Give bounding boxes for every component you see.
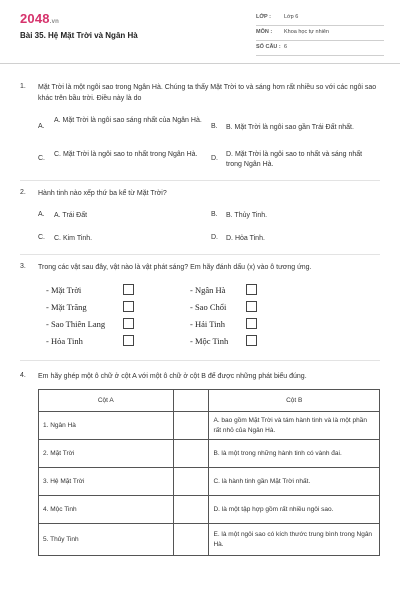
q1-option-a-letter: A. — [38, 123, 45, 130]
checkbox-ngan-ha[interactable] — [246, 284, 257, 295]
meta-row-class — [256, 11, 384, 26]
item-label: - Hỏa Tinh — [46, 336, 83, 346]
divider — [20, 360, 380, 361]
q1-option-b-letter: B. — [211, 123, 218, 130]
q1-option-a[interactable]: A. Mặt Trời là ngôi sao sáng nhất của Ngân Hà. — [54, 117, 202, 124]
divider — [20, 254, 380, 255]
checkbox-moc-tinh[interactable] — [246, 335, 257, 346]
question-3-number: 3. — [20, 263, 26, 270]
item-label: - Mặt Trăng — [46, 302, 87, 312]
item-label: - Sao Thiên Lang — [46, 319, 106, 329]
item-label: - Hải Tinh — [190, 319, 225, 329]
meta-key: LỚP : — [256, 14, 271, 20]
q2-option-a[interactable]: A. Trái Đất — [54, 212, 88, 219]
column-b-cell: B. là một trong những hành tinh có vành đai. — [209, 440, 380, 468]
q2-option-c[interactable]: C. Kim Tinh. — [54, 235, 93, 242]
column-b-cell: C. là hành tinh gần Mặt Trời nhất. — [209, 468, 380, 496]
column-b-cell: D. là một tập hợp gồm rất nhiều ngôi sao. — [209, 496, 380, 524]
column-b-header: Cột B — [209, 390, 380, 412]
meta-key: MÔN : — [256, 29, 273, 35]
question-2-number: 2. — [20, 189, 26, 196]
checkbox-hoa-tinh[interactable] — [123, 335, 134, 346]
matching-table — [38, 389, 380, 556]
column-a-cell: 4. Mộc Tinh — [39, 496, 174, 524]
q2-option-b[interactable]: B. Thủy Tinh. — [226, 212, 268, 219]
logo-text: 2048 — [20, 11, 50, 26]
q2-option-c-letter: C. — [38, 234, 45, 241]
blank-cell — [173, 496, 209, 524]
site-logo[interactable] — [20, 11, 59, 26]
question-2-text: Hành tinh nào xếp thứ ba kể từ Mặt Trời? — [38, 190, 167, 197]
table-row — [39, 412, 380, 440]
divider — [20, 180, 380, 181]
q2-option-b-letter: B. — [211, 211, 218, 218]
blank-cell — [173, 468, 209, 496]
question-1-number: 1. — [20, 83, 26, 90]
table-row — [39, 440, 380, 468]
q1-option-c[interactable]: C. Mặt Trời là ngôi sao to nhất trong Ngân Hà. — [54, 151, 198, 158]
table-row — [39, 524, 380, 556]
column-a-cell: 2. Mặt Trời — [39, 440, 174, 468]
checkbox-sao-thien-lang[interactable] — [123, 318, 134, 329]
q2-option-d-letter: D. — [211, 234, 218, 241]
meta-value: 6 — [284, 44, 288, 50]
meta-value: Lớp 6 — [284, 14, 299, 20]
meta-key: SỐ CÂU : — [256, 44, 281, 50]
column-a-header: Cột A — [39, 390, 174, 412]
question-1-text: Mặt Trời là một ngôi sao trong Ngân Hà. Chúng ta thấy Mặt Trời to và sáng hơn rất nhiều so với các ngôi sao khác trên bầu trời. Điều này là do — [38, 84, 377, 102]
meta-value: Khoa học tự nhiên — [284, 29, 329, 35]
question-4-number: 4. — [20, 372, 26, 379]
column-b-cell: A. bao gồm Mặt Trời và tám hành tinh và là một phần rất nhỏ của Ngân Hà. — [209, 412, 380, 440]
table-row — [39, 468, 380, 496]
item-label: - Sao Chổi — [190, 302, 227, 312]
blank-cell — [173, 524, 209, 556]
checkbox-sao-choi[interactable] — [246, 301, 257, 312]
column-a-cell: 3. Hệ Mặt Trời — [39, 468, 174, 496]
question-4-text: Em hãy ghép một ô chữ ở cột A với một ô chữ ở cột B để được những phát biểu đúng. — [38, 373, 307, 380]
column-b-cell: E. là một ngôi sao có kích thước trung bình trong Ngân Hà. — [209, 524, 380, 556]
matching-header-row — [39, 390, 380, 412]
question-3-text: Trong các vật sau đây, vật nào là vật phát sáng? Em hãy đánh dấu (x) vào ô tương ứng. — [38, 264, 312, 271]
q1-option-d[interactable]: D. Mặt Trời là ngôi sao to nhất và sáng nhất trong Ngân Hà. — [226, 151, 363, 168]
column-a-cell: 1. Ngân Hà — [39, 412, 174, 440]
item-label: - Mộc Tinh — [190, 336, 229, 346]
q1-option-c-letter: C. — [38, 155, 45, 162]
meta-row-subject — [256, 26, 384, 41]
table-row — [39, 496, 380, 524]
lesson-title: Bài 35. Hệ Mặt Trời và Ngân Hà — [20, 31, 138, 40]
worksheet-header — [0, 0, 400, 64]
column-a-cell: 5. Thủy Tinh — [39, 524, 174, 556]
q1-option-d-letter: D. — [211, 155, 218, 162]
checkbox-mat-trang[interactable] — [123, 301, 134, 312]
q2-option-d[interactable]: D. Hỏa Tinh. — [226, 235, 265, 242]
blank-column-header — [173, 390, 209, 412]
item-label: - Mặt Trời — [46, 285, 82, 295]
checkbox-hai-tinh[interactable] — [246, 318, 257, 329]
blank-cell — [173, 412, 209, 440]
logo-suffix: .vn — [49, 19, 60, 25]
blank-cell — [173, 440, 209, 468]
q1-option-b[interactable]: B. Mặt Trời là ngôi sao gần Trái Đất nhất. — [226, 124, 354, 131]
meta-table — [256, 11, 384, 56]
meta-row-count — [256, 41, 384, 56]
checkbox-mat-troi[interactable] — [123, 284, 134, 295]
item-label: - Ngân Hà — [190, 285, 226, 295]
q2-option-a-letter: A. — [38, 211, 45, 218]
